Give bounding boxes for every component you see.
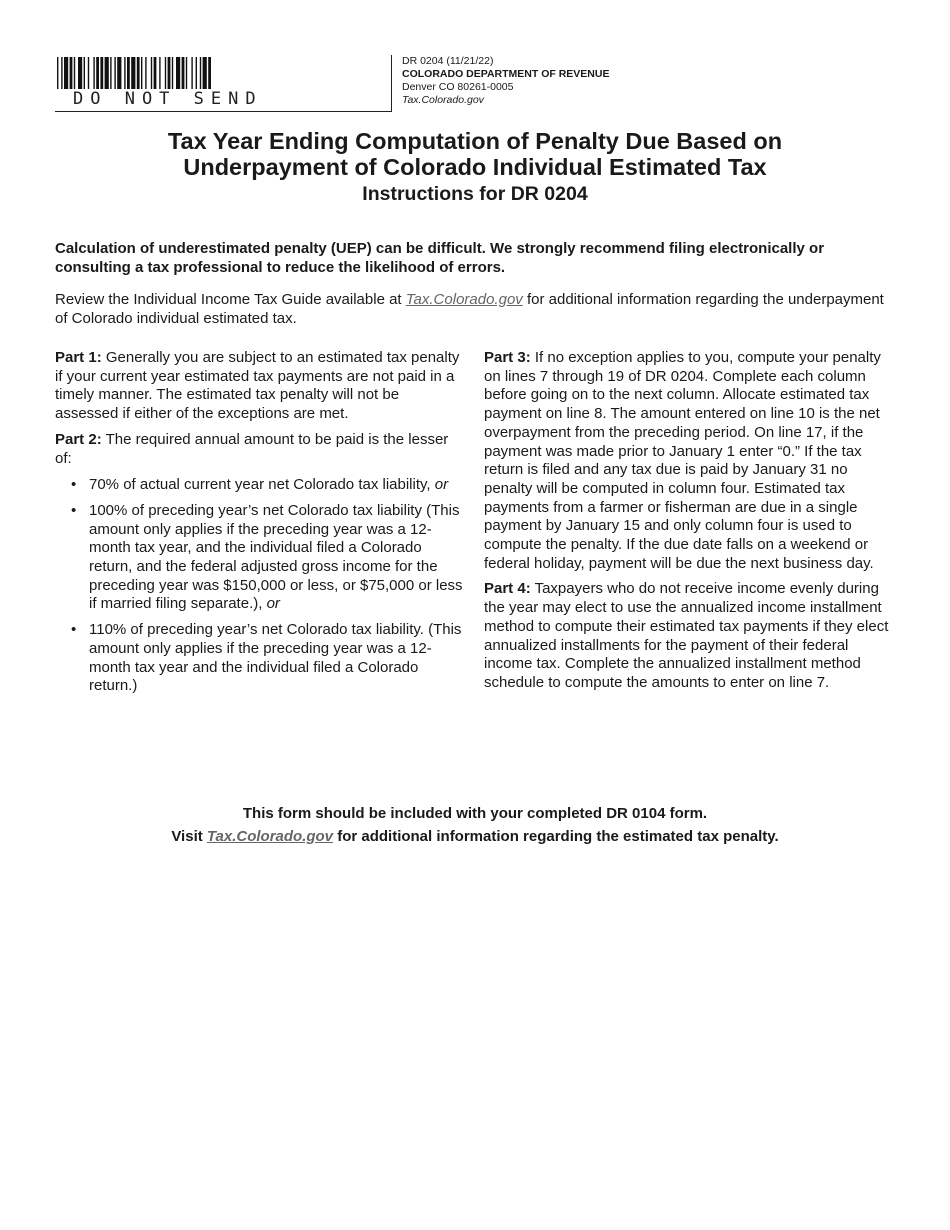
do-not-send-label: DO NOT SEND xyxy=(73,89,263,109)
part-4-text: Taxpayers who do not receive income evenly during the year may elect to use the annualized income installment method to compute their estimated tax payments if they elect annualized installments for the payment of their federal income tax. Complete the annualized installment method schedule to compute the amounts to enter on line 7. xyxy=(484,580,889,691)
review-paragraph xyxy=(55,290,895,328)
part-2-bullet-list xyxy=(55,476,465,696)
part-3-text: If no exception applies to you, compute your penalty on lines 7 through 19 of DR 0204. Complete each column before going on to the next column. Allocate estimated tax payment on line 8. The amount entered on line 10 is the net overpayment from the preceding period. On line 17, if the payment was made prior to January 1 enter “0.” If the tax return is filed and any tax due is paid by January 31 no penalty will be computed in column four. Estimated tax payments from a farmer or fisherman are due in a single payment by January 15 and only column four is used to compute the penalty. If the due date falls on a weekend or federal holiday, payment will be due the next business day. xyxy=(484,349,881,572)
tax-colorado-link[interactable]: Tax.Colorado.gov xyxy=(405,291,523,308)
footer-line-1: This form should be included with your completed DR 0104 form. xyxy=(242,805,708,822)
department-address: Denver CO 80261-0005 xyxy=(402,81,514,93)
department-name: COLORADO DEPARTMENT OF REVENUE xyxy=(402,68,610,80)
part-2-paragraph xyxy=(55,431,465,468)
review-text-after: for additional information regarding the underpayment of Colorado individual estimated tax. xyxy=(55,291,884,327)
form-id: DR 0204 (11/21/22) xyxy=(402,55,494,67)
title-line-2: Underpayment of Colorado Individual Estimated Tax xyxy=(183,154,767,180)
footer-line-2 xyxy=(0,825,950,848)
department-website: Tax.Colorado.gov xyxy=(402,94,484,106)
bullet-text: 100% of preceding year’s net Colorado tax liability (This amount only applies if the preceding year was a 12-month tax year, and the individual filed a Colorado return, and the federal adjusted gross income for the preceding year was $150,000 or less, or $75,000 or less if married filing separate.), xyxy=(89,501,463,613)
bullet-marker: • xyxy=(71,621,77,639)
part-3-paragraph xyxy=(484,349,900,573)
part-1-paragraph xyxy=(55,349,465,424)
barcode-image xyxy=(57,57,279,89)
footer-text-before: Visit xyxy=(171,828,207,845)
footer-text-after: for additional information regarding the estimated tax penalty. xyxy=(333,828,779,845)
form-header-info xyxy=(402,55,609,107)
warning-notice: Calculation of underestimated penalty (UEP) can be difficult. We strongly recommend filing electronically or consulting a tax professional to reduce the likelihood of errors. xyxy=(55,240,825,276)
part-4-label: Part 4: xyxy=(484,580,531,598)
bullet-text: 70% of actual current year net Colorado tax liability, xyxy=(89,476,435,494)
bullet-emphasis: or xyxy=(266,595,280,613)
right-column xyxy=(484,349,900,700)
title-line-1: Tax Year Ending Computation of Penalty Due Based on xyxy=(167,128,783,154)
part-3-label: Part 3: xyxy=(484,349,531,366)
page-title xyxy=(0,128,950,208)
footer-tax-colorado-link[interactable]: Tax.Colorado.gov xyxy=(206,828,334,845)
part-1-text: Generally you are subject to an estimated tax penalty if your current year estimated tax payments are not paid in a timely manner. The estimated tax penalty will not be assessed if either of the exceptions are met. xyxy=(55,349,460,423)
bullet-marker: • xyxy=(71,501,77,519)
barcode-block xyxy=(55,55,392,112)
part-1-label: Part 1: xyxy=(55,349,102,366)
title-line-3: Instructions for DR 0204 xyxy=(362,183,588,205)
list-item xyxy=(71,476,465,495)
review-text-before: Review the Individual Income Tax Guide available at xyxy=(55,291,406,308)
part-2-label: Part 2: xyxy=(55,430,102,448)
list-item xyxy=(71,502,465,614)
list-item xyxy=(71,621,465,696)
part-4-paragraph xyxy=(484,580,900,692)
bullet-emphasis: or xyxy=(434,476,449,494)
left-column xyxy=(55,349,465,703)
bullet-marker: • xyxy=(71,476,77,494)
footer-notice xyxy=(0,802,950,848)
bullet-text: 110% of preceding year’s net Colorado tax liability. (This amount only applies if the preceding year was a 12-month tax year and the individual filed a Colorado return.) xyxy=(89,621,462,695)
part-2-text: The required annual amount to be paid is the lesser of: xyxy=(55,430,449,467)
